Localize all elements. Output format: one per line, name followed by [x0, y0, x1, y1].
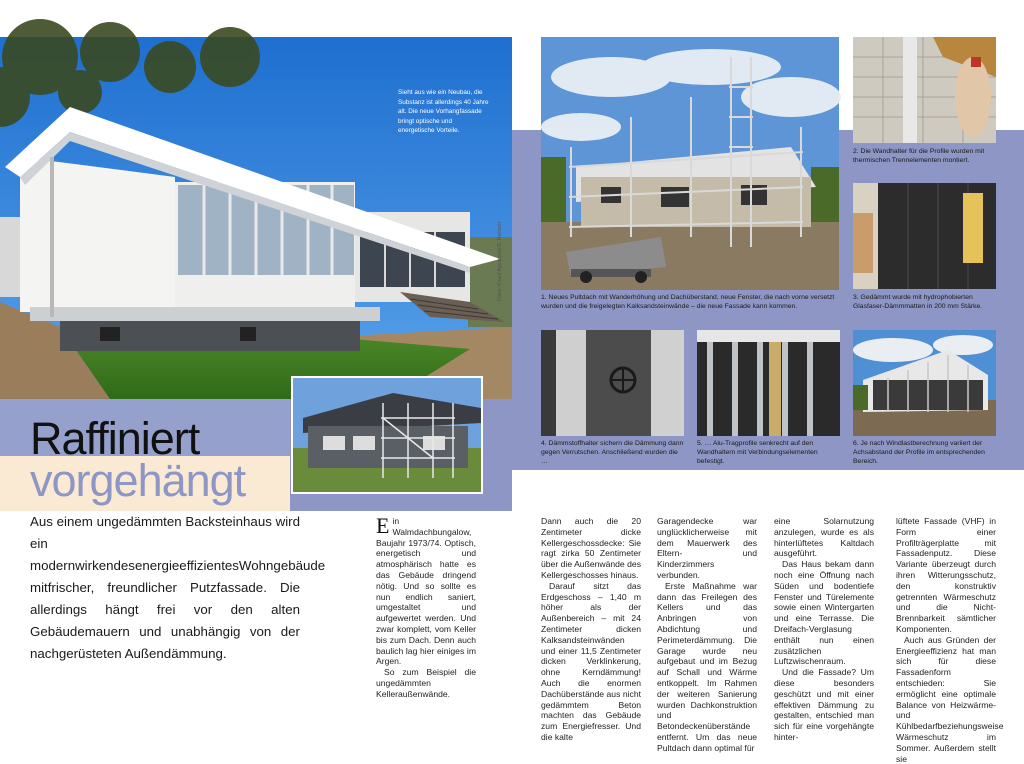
caption-4: 4. Dämmstoffhalter sichern die Dämmung dann gegen Verrutschen. Anschließend wurden die … [541, 440, 684, 465]
body-col4-p2: Das Haus bekam dann noch eine Öffnung nach Süden und bodentiefe Fenster und Türelemente sowie einen Wintergarten und eine Terrasse. Die Dreifach-Verglasung enthält nun einen zusätzlichen Luftzwischenraum. [774, 559, 874, 667]
photo-1 [541, 37, 839, 290]
headline-sub: vorgehängt [30, 455, 246, 506]
body-col4-p3: Und die Fassade? Um diese besonders geschützt und mit einer effektiven Dämmung zu gestalten, entschied man sich für eine vorgehängte hinter- [774, 667, 874, 742]
headline: Raffiniert [30, 413, 200, 464]
body-col5-p1: lüftete Fassade (VHF) in Form einer Profilträgerplatte mit Fassadenputz. Diese Variante überzeugt durch ihren Witterungsschutz, den konstruktiv getrennten Wärmeschutz und die Nicht-Brennbarkeit sämtlicher Komponenten. [896, 516, 996, 634]
caption-6: 6. Je nach Windlastberechnung variiert der Achsabstand der Profile im entsprechenden Bereich. [853, 440, 985, 465]
body-column-5 [896, 516, 1004, 764]
photo-2 [853, 37, 996, 143]
body-col4-p1: eine Solarnutzung anzulegen, wurde es als hinterlüftetes Kaltdach ausgeführt. [774, 516, 874, 559]
photo-5 [697, 330, 840, 436]
lead-paragraph: Aus einem ungedämmten Backsteinhaus wird ein modernwirkendesenergieeffizientesWohngebäude mitfrischer, freundlicher Putzfassade. Die allerdings hängt frei vor den alten Gebäudemauern und unabhängig von der nachgerüsteten Außendämmung. [30, 514, 326, 661]
body-col3-p1: Garagendecke war unglücklicherweise mit dem Mauerwerk des Eltern- und Kinderzimmers verbunden. [657, 516, 757, 580]
caption-5: 5. … Alu-Tragprofile senkrecht auf den Wandhaltern mit Verbindungselementen befestigt. [697, 440, 818, 465]
body-column-3 [657, 516, 757, 754]
body-column-1 [376, 513, 476, 700]
body-col2-p2: Darauf sitzt das Erdgeschoss – 1,40 m höher als der Außenbereich – mit 24 Zentimeter dicken Kalksandsteinwänden und einer 11,5 Zentimeter dicken Verklinkerung, ohne Kerndämmung! Auch die enormen Dachüberstände aus nicht gedämmtem Beton machten das Gebäude zum Energiefresser. Und die kalte [541, 580, 641, 742]
caption-2: 2. Die Wandhalter für die Profile wurden mit thermischen Trennelementen montiert. [853, 148, 985, 164]
caption-3: 3. Gedämmt wurde mit hydrophobierten Glasfaser-Dämmmatten in 200 mm Stärke. [853, 294, 983, 310]
body-column-4 [774, 516, 874, 743]
hero-photo-caption: Sieht aus wie ein Neubau, die Substanz ist allerdings 40 Jahre alt. Die neue Vorhangfassade bringt optische und energetische Vorteile. [398, 89, 489, 135]
body-col5-p2: Auch aus Gründen der Energieeffizienz hat man sich für diese Fassadenform entschieden: Sie ermöglicht eine optimale Balance von Heizwärme- und Kühlbedarfbeziehungsweise Wärmeschutz im Sommer. Außerdem stellt sie [896, 634, 1004, 764]
body-col3-p2: Erste Maßnahme war dann das Freilegen des Kellers und das Anbringen von Abdichtung und Perimeterdämmung. Die Garage wurde neu aufgebaut und im Bezug auf Schall und Wärme entkoppelt. Im Rahmen der weiteren Sanierung wurden Dachkonstruktion und Betondeckenüberstände entfernt. Um das neue Pultdach dann optimal für [657, 580, 757, 753]
dropcap: E [376, 513, 390, 538]
caption-1: 1. Neues Pultdach mit Wanderhöhung und Dachüberstand, neue Fenster, die nach vorne versetzt wurden und die freigelegten Kalksandsteinwände – die neue Fassade kann kommen. [541, 294, 835, 310]
inset-scaffold-photo [291, 376, 483, 494]
photo-6 [853, 330, 996, 436]
photo-credit: Fotos: Knauf Aquapanel/E. Reinsch [497, 222, 503, 301]
photo-3 [853, 183, 996, 289]
body-column-2 [541, 516, 641, 743]
body-col1-p2: So zum Beispiel die ungedämmten Kelleraußenwände. [376, 667, 476, 699]
photo-4 [541, 330, 684, 436]
body-col2-p1: Dann auch die 20 Zentimeter dicke Kellergeschossdecke: Sie ragt zirka 50 Zentimeter über die Außenwände des Kellergeschosses hinaus. [541, 516, 641, 580]
body-col1-p1: in Walmdachbungalow, Baujahr 1973/74. Optisch, energetisch und atmosphärisch hatte es das Gebäude dringend nötig. Und so sollte es nun endlich saniert, umgestaltet und aufgewertet werden. Und zwar komplett, vom Keller bis zum Dach. Denn auch baulich lag hier einiges im Argen. [376, 516, 476, 667]
